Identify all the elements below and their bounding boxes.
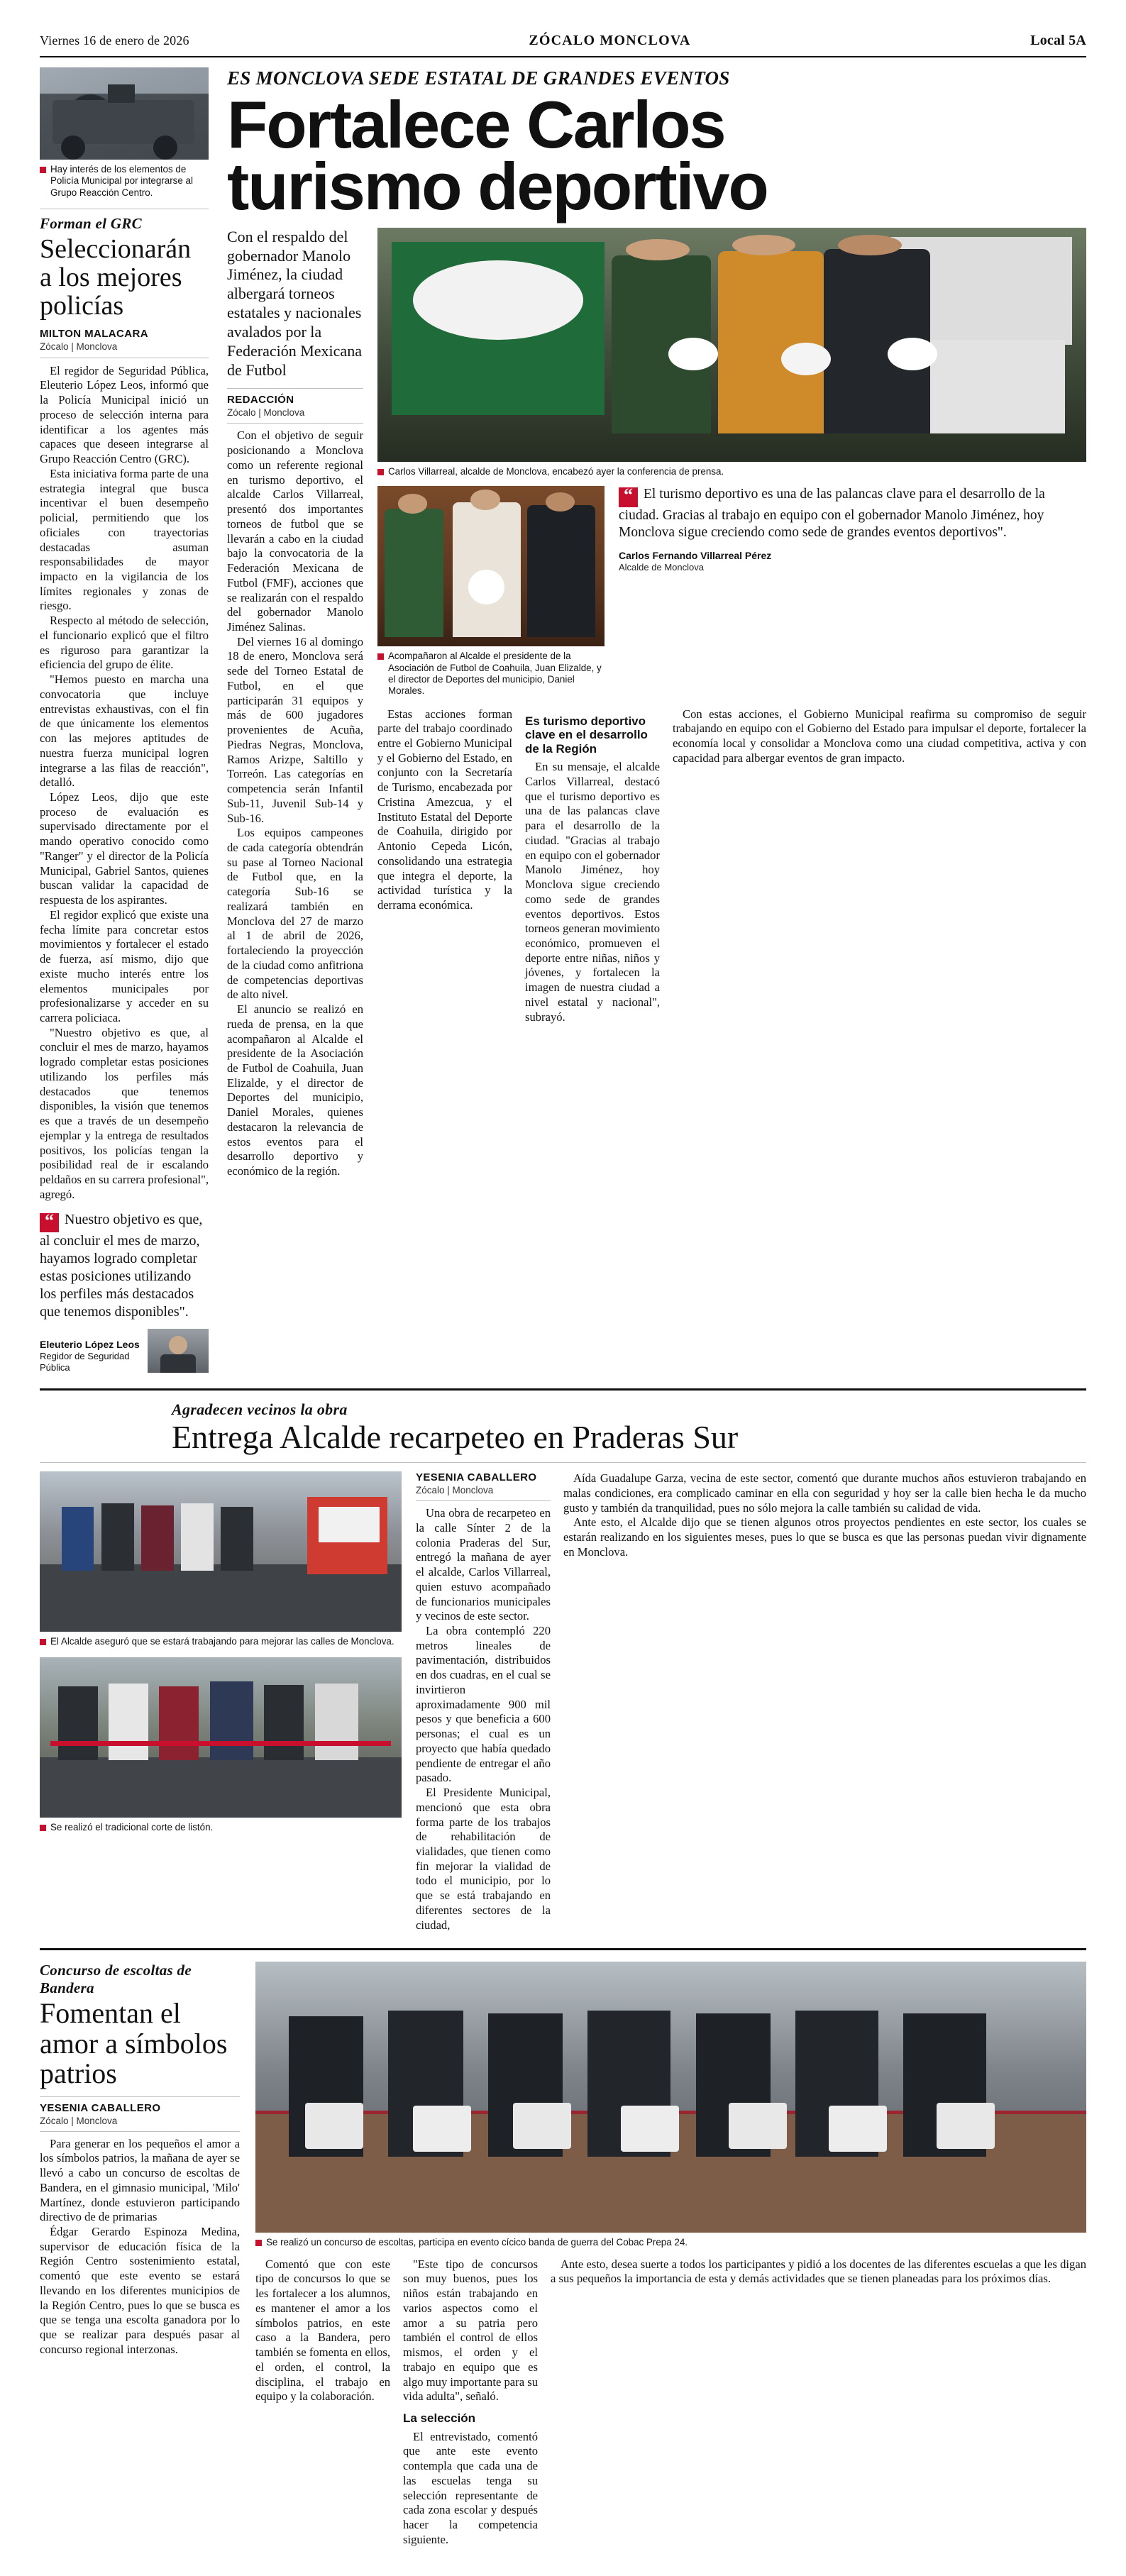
story-2-photo-2 <box>40 1657 402 1818</box>
paragraph: Respecto al método de selección, el funcionario explicó que el filtro es riguroso para garantizar la eficiencia del grupo de élite. <box>40 614 209 672</box>
main-story-photo2-block <box>377 486 605 697</box>
story-3-left <box>40 1962 240 2547</box>
pullquote-author-role: Regidor de Seguridad Pública <box>40 1351 130 1373</box>
caption-marker-icon <box>40 1639 46 1645</box>
masthead <box>40 33 1086 56</box>
side-story-byline-sub: Zócalo | Monclova <box>40 341 118 352</box>
caption-marker-icon <box>377 469 384 475</box>
side-story-pullquote <box>40 1211 209 1321</box>
side-story-kicker: Forman el GRC <box>40 215 142 233</box>
caption-text: Carlos Villarreal, alcalde de Monclova, encabezó ayer la conferencia de prensa. <box>388 465 724 477</box>
masthead-rule <box>40 56 1086 57</box>
side-story-photo-caption <box>40 164 209 199</box>
paragraph: La obra contempló 220 metros lineales de pavimentación, distribuidos en dos cuadras, en el cual se invirtieron aproximadamente 900 mil pesos y que beneficia a 600 personas; el cual es un proyecto que había quedado pendiente de entregar el año pasado. <box>416 1623 551 1785</box>
avatar <box>148 1329 209 1373</box>
main-story-kicker: ES MONCLOVA SEDE ESTATAL DE GRANDES EVENTOS <box>227 67 730 89</box>
paragraph: Estas acciones forman parte del trabajo coordinado entre el Gobierno Municipal y el Gobierno del Estado, en conjunto con la Secretaría de Turismo, encabezada por Cristina Amezcua, y el Instituto Estatal del Deporte de Coahuila, dirigido por Antonio Cepeda Licón, consolidando una estrategia que integra el deporte, la actividad turística y la derrama económica. <box>377 707 512 912</box>
caption-marker-icon <box>255 2240 262 2246</box>
side-story-body <box>40 364 209 1203</box>
main-story-subhead: Es turismo deportivo clave en el desarrollo de la Región <box>525 714 648 756</box>
caption-text: Acompañaron al Alcalde el presidente de la Asociación de Futbol de Coahuila, Juan Elizalde, y el director de Deportes del municipio, Daniel Morales. <box>388 651 602 697</box>
story-2-headline: Entrega Alcalde recarpeteo en Praderas Sur <box>172 1419 739 1456</box>
main-story-deck: Con el respaldo del gobernador Manolo Jiménez, la ciudad albergará torneos estatales y nacionales avalados por la Federación Mexicana de Futbol <box>227 227 362 379</box>
paragraph: Con el objetivo de seguir posicionando a Monclova como un referente regional en turismo deportivo, el alcalde Carlos Villarreal, presentó dos importantes torneos de futbol que se llevarán a cabo en la ciudad bajo la convocatoria de la Federación Mexicana de Futbol (FMF), acciones que se realizarán con el respaldo del gobernador Manolo Jiménez Salinas. <box>227 429 363 634</box>
main-pullquote-role: Alcalde de Monclova <box>619 562 704 573</box>
paragraph: Para generar en los pequeños el amor a los símbolos patrios, la mañana de ayer se llevó a cabo un concurso de escoltas de Bandera, en el gimnasio municipal, 'Milo' Martínez, donde estuvieron participando directivo de de primarias <box>40 2136 240 2224</box>
paragraph: Ante esto, el Alcalde dijo que se tienen algunos otros proyectos pendientes en este sector, los cuales se estarán realizando en los siguientes meses, pues lo que se busca es que las personas puedan vivir dignamente en Monclova. <box>563 1515 1086 1559</box>
story-2-kicker: Agradecen vecinos la obra <box>172 1400 348 1419</box>
paragraph: Édgar Gerardo Espinoza Medina, supervisor de educación física de la Región Centro sostenimiento estatal, comentó que este evento se estará llevando en los diferentes municipios de la Región Centro, pues lo que se busca es que se tenga una escolta ganadora por lo que se realizar para después pasar al concurso regional interzonas. <box>40 2224 240 2356</box>
masthead-date: Viernes 16 de enero de 2026 <box>40 33 189 48</box>
paragraph: El regidor explicó que existe una fecha límite para concretar estos movimientos y fortalecer el estado de fuerza, así mismo, dijo que existe mucho interés entre los elementos municipales por profesionalizarse y acceder en su carrera policiaca. <box>40 907 209 1025</box>
side-story-pullquote-text: Nuestro objetivo es que, al concluir el mes de marzo, hayamos logrado completar estas posiciones utilizando los perfiles más destacados que tenemos disponibles". <box>40 1211 203 1320</box>
caption-text: Se realizó el tradicional corte de listón. <box>50 1822 214 1833</box>
paragraph: El entrevistado, comentó que ante este evento contempla que cada una de las escuelas tenga su selección representante de cada zona escolar y después hacer la competencia siguiente. <box>403 2429 538 2546</box>
caption-marker-icon <box>40 1825 46 1831</box>
story-2-byline-sub: Zócalo | Monclova <box>416 1485 494 1496</box>
main-pullquote-author: Carlos Fernando Villarreal Pérez <box>619 550 772 562</box>
main-story-byline: REDACCIÓN <box>227 394 294 407</box>
main-story-photo-2-caption <box>377 651 605 697</box>
paragraph: López Leos, dijo que este proceso de evaluación es supervisado directamente por el mando operativo conocido como "Ranger" y el director de la Policía Municipal, Gabriel Santos, quienes buscan validar la capacidad de respuesta de los aspirantes. <box>40 790 209 907</box>
paragraph: Una obra de recarpeteo en la calle Sínter 2 de la colonia Praderas del Sur, entregó la mañana de ayer el alcalde, Carlos Villarreal, quien estuvo acompañado de funcionarios municipales y vecinos de este sector. <box>416 1506 551 1623</box>
pullquote-author-name: Eleuterio López Leos <box>40 1339 140 1351</box>
main-story-byline-sub: Zócalo | Monclova <box>227 407 305 419</box>
side-story-headline: Seleccionarán a los mejores policías <box>40 234 192 321</box>
quote-icon: “ <box>619 487 638 507</box>
top-area <box>40 67 1086 1373</box>
story-2 <box>40 1400 1086 1933</box>
story-3-subhead: La selección <box>403 2411 476 2426</box>
paragraph: Aída Guadalupe Garza, vecina de este sector, comentó que durante muchos años estuvieron trabajando en malas condiciones, era complicado caminar en ella con seguridad y hoy ser la calle bien hecha le da mucho gusto y también da tranquilidad, pues no sólo mejora la calle también su calidad de vida. <box>563 1471 1086 1515</box>
paragraph: "Este tipo de concursos son muy buenos, pues los niños están trabajando en varios aspectos como el amor a su patria pero también el control de ellos mismos, el orden y el trabajo en equipo que es algo muy importante para su vida adulta", señaló. <box>403 2257 538 2404</box>
main-story-left-col <box>227 228 363 1179</box>
story-3 <box>40 1962 1086 2547</box>
story-2-photo-1-caption <box>40 1636 402 1647</box>
paragraph: "Hemos puesto en marcha una convocatoria que incluye entrevistas exhaustivas, con el fin de que únicamente los elementos con las mejores aptitudes de nuestra fuerza municipal logren integrarse a las filas de reacción", detalló. <box>40 673 209 790</box>
main-story-body-col3 <box>525 707 660 1025</box>
main-story-body-col4 <box>673 707 1086 1025</box>
side-story-byline: MILTON MALACARA <box>40 327 148 340</box>
story-3-byline-sub: Zócalo | Monclova <box>40 2115 118 2126</box>
masthead-paper: ZÓCALO MONCLOVA <box>529 33 691 48</box>
story-2-body <box>416 1471 1086 1933</box>
main-story-photo-1 <box>377 228 1086 462</box>
main-story-photo-1-caption <box>377 466 1086 477</box>
story-2-photo-1 <box>40 1471 402 1632</box>
paragraph: El Presidente Municipal, mencionó que esta obra forma parte de los trabajos de rehabilitación de vialidades, que tienen como fin mejorar la vialidad de todo el municipio, por lo que se está trabajando en diferentes sectores de la ciudad, <box>416 1786 551 1932</box>
main-story-body-col2 <box>377 707 512 1025</box>
caption-marker-icon <box>377 653 384 660</box>
story-2-photos <box>40 1471 402 1933</box>
paragraph: Con estas acciones, el Gobierno Municipal reafirma su compromiso de seguir trabajando en equipo con el Gobierno del Estado para impulsar el deporte, fortalecer la economía local y consolidar a Monclova como una ciudad competitiva, activa y con capacidad para albergar eventos de gran impacto. <box>673 707 1086 765</box>
caption-text: Se realizó un concurso de escoltas, participa en evento cícico banda de guerra del Cobac Prepa 24. <box>266 2237 688 2248</box>
section-divider-1 <box>40 1388 1086 1391</box>
main-story-headline <box>227 87 1086 224</box>
headline-line-2: turismo deportivo <box>227 149 768 224</box>
story-3-photo <box>255 1962 1086 2233</box>
main-story-body-col1 <box>227 429 363 1178</box>
paragraph: En su mensaje, el alcalde Carlos Villarreal, destacó que el turismo deportivo es una de las palancas clave para el desarrollo de la ciudad. "Gracias al trabajo en equipo con el gobernador Manolo Jiménez, hoy Monclova sigue creciendo como sede de grandes eventos deportivos. Estos torneos generan movimiento económico, promueven el deporte entre niñas, niños y jóvenes, y fortalecen la imagen de nuestra ciudad a nivel estatal y nacional", subrayó. <box>525 760 660 1024</box>
main-story-right-col <box>377 228 1086 1179</box>
masthead-section: Local 5A <box>1030 33 1086 48</box>
paragraph: Comentó que con este tipo de concursos lo que se les fortalecer a los alumnos, es mantener el amor a los símbolos patrios, en este caso a la Bandera, pero también se fomenta en ellos, el orden, el control, la disciplina, el trabajo en equipo y la colaboración. <box>255 2257 390 2404</box>
paragraph: Ante esto, desea suerte a todos los participantes y pidió a los docentes de las diferentes escuelas a que les digan a sus pequeños la importancia de esta y demás actividades que se tienen planeadas para los próximos días. <box>551 2257 1086 2286</box>
story-3-headline: Fomentan el amor a símbolos patrios <box>40 1997 228 2090</box>
side-story <box>40 67 209 1373</box>
paragraph: El regidor de Seguridad Pública, Eleuterio López Leos, informó que la Policía Municipal inició un proceso de selección interna para identificar a los agentes más capaces que deseen integrarse al Grupo Reacción Centro (GRC). <box>40 363 209 466</box>
paragraph: "Nuestro objetivo es que, al concluir el mes de marzo, hayamos logrado completar estas posiciones utilizando los perfiles más destacados que tenemos disponibles, la visión que tenemos es que a través de un desempeño ejemplar y la entrega de resultados positivos, los policías tengan la posibilidad real de ir escalando peldaños en su carrera profesional", agregó. <box>40 1025 209 1201</box>
caption-marker-icon <box>40 167 46 173</box>
paragraph: Los equipos campeones de cada categoría obtendrán su pase al Torneo Nacional de Futbol que, en la categoría Sub-16 se realizará también en Monclova del 27 de marzo al 1 de abril de 2026, fortaleciendo la proyección de la ciudad como anfitriona de competencias deportivas de alto nivel. <box>227 826 363 1002</box>
story-2-photo-2-caption <box>40 1822 402 1833</box>
story-3-kicker: Concurso de escoltas de Bandera <box>40 1962 192 1997</box>
paragraph: Del viernes 16 al domingo 18 de enero, Monclova será sede del Torneo Estatal de Futbol, en el que participarán 31 equipos y más de 600 jugadores provenientes de Acuña, Piedras Negras, Monclova, Ramos Arizpe, Saltillo y Torreón. Las categorías en competencia serán Infantil Sub-11, Juvenil Sub-14 y Sub-16. <box>227 634 363 825</box>
main-story-photo-2 <box>377 486 605 646</box>
paragraph: El anuncio se realizó en rueda de prensa, en la que acompañaron al Alcalde el presidente de la Asociación de Futbol de Coahuila, Juan Elizalde, y el director de Deportes del municipio, Daniel Morales, quienes destacaron la relevancia de estos eventos para el desarrollo deportivo y económico de la región. <box>227 1002 363 1178</box>
side-story-caption-text: Hay interés de los elementos de Policía Municipal por integrarse al Grupo Reacción Centro. <box>50 164 193 198</box>
quote-icon: “ <box>40 1213 59 1233</box>
side-story-attribution <box>40 1329 209 1373</box>
caption-text: El Alcalde aseguró que se estará trabajando para mejorar las calles de Monclova. <box>50 1636 394 1647</box>
story-3-right <box>255 1962 1086 2547</box>
story-3-byline: YESENIA CABALLERO <box>40 2101 161 2114</box>
side-story-photo <box>40 67 209 160</box>
main-story-pullquote-block <box>619 486 1086 697</box>
headline-line-1: Fortalece Carlos <box>227 87 725 162</box>
section-divider-2 <box>40 1948 1086 1950</box>
story-3-photo-caption <box>255 2237 1086 2248</box>
main-story <box>227 67 1086 1373</box>
main-pullquote-text: El turismo deportivo es una de las palancas clave para el desarrollo de la ciudad. Gracias al trabajo en equipo con el gobernador Manolo Jiménez, hoy Monclova sigue creciendo como sede de grandes eventos deportivos". <box>619 487 1045 541</box>
story-2-byline: YESENIA CABALLERO <box>416 1471 537 1484</box>
paragraph: Esta iniciativa forma parte de una estrategia integral que busca incentivar el buen desempeño policial, permitiendo que los oficiales con trayectorias destacadas asuman responsabilidades de mayor impacto en la vigilancia de los límites regionales y zonas de riesgo. <box>40 466 209 613</box>
